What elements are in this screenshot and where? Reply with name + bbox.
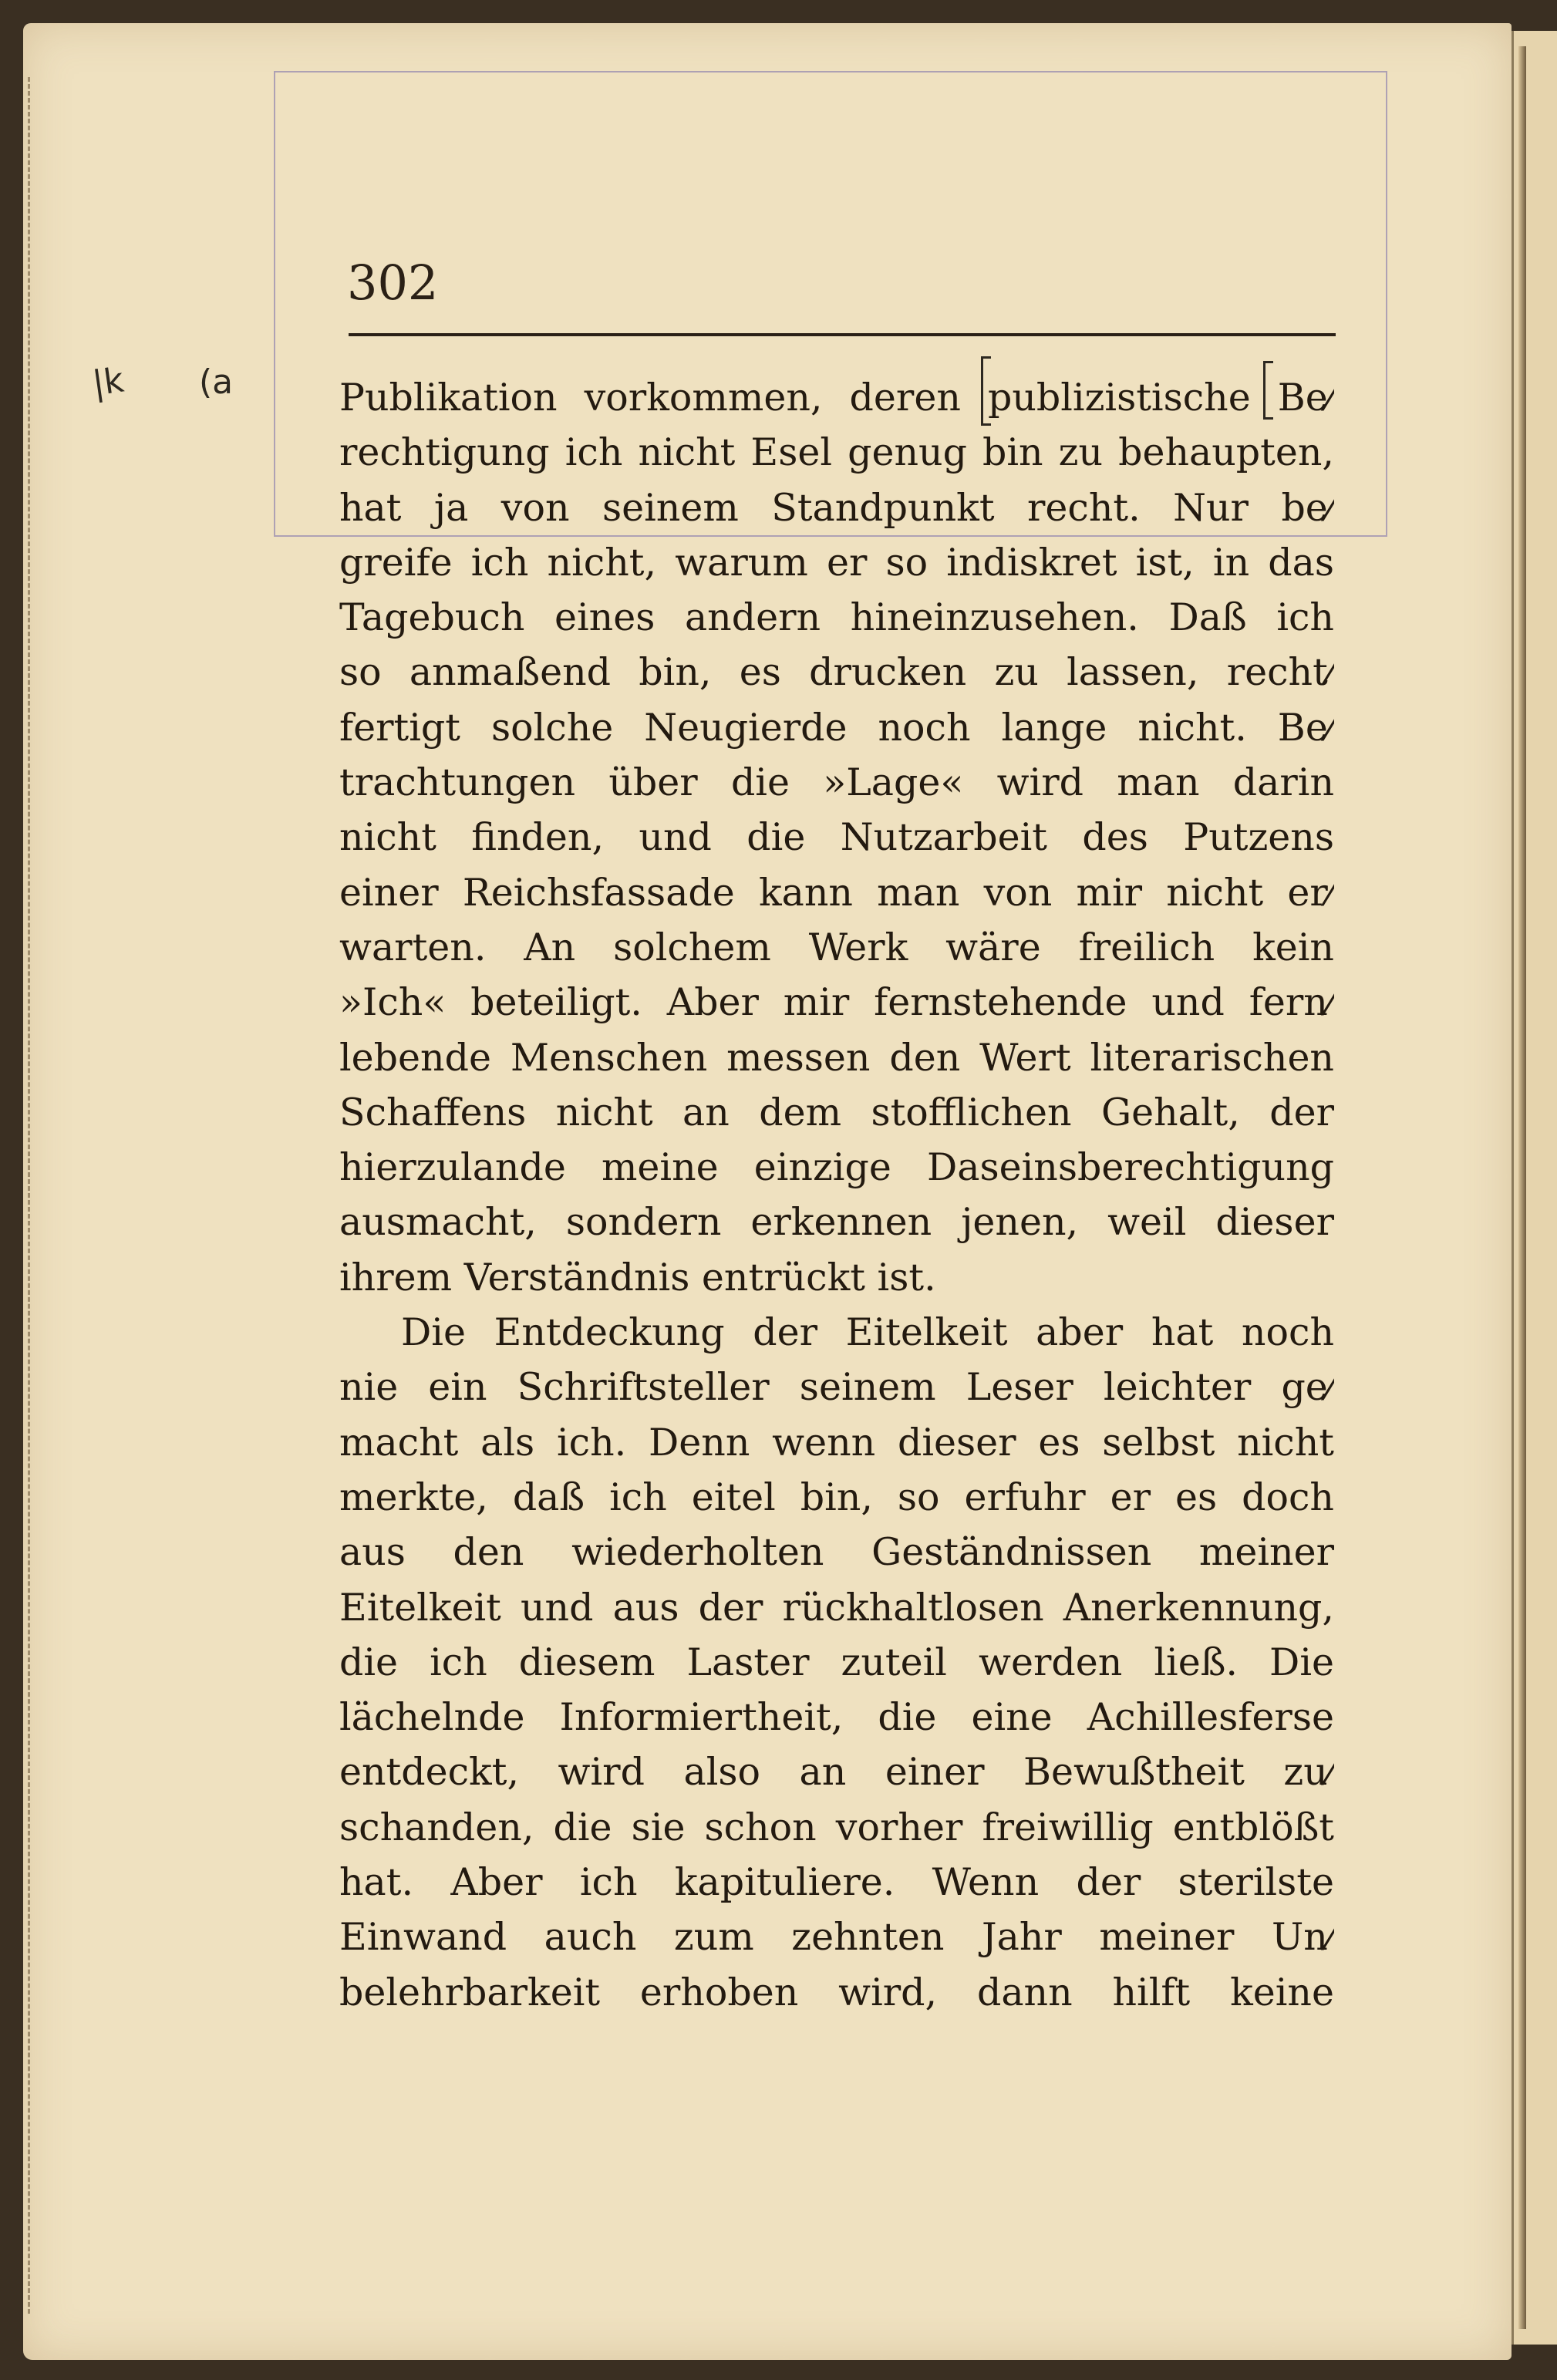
text-line: hat ja von seinem Standpunkt recht. Nur be⁄	[339, 485, 1334, 530]
text-line: entdeckt, wird also an einer Bewußtheit zu⁄	[339, 1750, 1334, 1795]
text-line: Publikation vorkommen, deren publizistische Be⁄	[339, 376, 1334, 420]
left-edge-marks	[28, 77, 35, 2314]
text-line: belehrbarkeit erhoben wird, dann hilft keine	[339, 1970, 1334, 2014]
text-line: hat. Aber ich kapituliere. Wenn der sterilste	[339, 1860, 1334, 1905]
text-line: »Ich« beteiligt. Aber mir fernstehende und fern⁄	[339, 980, 1334, 1025]
margin-mark-1: |k	[89, 360, 126, 404]
text-line: ihrem Verständnis entrückt ist.	[339, 1255, 936, 1300]
text-line: einer Reichsfassade kann man von mir nicht er⁄	[339, 870, 1334, 915]
text-line: rechtigung ich nicht Esel genug bin zu behaupten,	[339, 430, 1334, 475]
header-rule	[349, 333, 1336, 336]
page-number: 302	[347, 255, 439, 311]
text-line: lächelnde Informiertheit, die eine Achillesferse	[339, 1695, 1334, 1740]
text-line: aus den wiederholten Geständnissen meiner	[339, 1530, 1334, 1575]
text-line: warten. An solchem Werk wäre freilich kein	[339, 925, 1334, 969]
text-line: macht als ich. Denn wenn dieser es selbst nicht	[339, 1420, 1334, 1465]
text-line: so anmaßend bin, es drucken zu lassen, recht⁄	[339, 650, 1334, 695]
text-line: merkte, daß ich eitel bin, so erfuhr er es doch	[339, 1475, 1334, 1519]
body-text	[339, 370, 1334, 2020]
text-line: Einwand auch zum zehnten Jahr meiner Un⁄	[339, 1915, 1334, 1960]
text-line: greife ich nicht, warum er so indiskret ist, in das	[339, 540, 1334, 585]
text-line: schanden, die sie schon vorher freiwillig entblößt	[339, 1805, 1334, 1849]
text-line: fertigt solche Neugierde noch lange nicht. Be⁄	[339, 705, 1334, 750]
text-line: Die Entdeckung der Eitelkeit aber hat noch	[401, 1310, 1334, 1355]
text-line: nicht finden, und die Nutzarbeit des Putzens	[339, 815, 1334, 860]
text-line: Tagebuch eines andern hineinzusehen. Daß ich	[339, 595, 1334, 640]
text-line: hierzulande meine einzige Daseinsberechtigung	[339, 1145, 1334, 1190]
text-line: ausmacht, sondern erkennen jenen, weil dieser	[339, 1200, 1334, 1245]
text-line: die ich diesem Laster zuteil werden ließ. Die	[339, 1640, 1334, 1684]
text-line: lebende Menschen messen den Wert literarischen	[339, 1035, 1334, 1080]
binding-shadow	[1518, 46, 1526, 2329]
text-line: trachtungen über die »Lage« wird man darin	[339, 760, 1334, 805]
text-line: nie ein Schriftsteller seinem Leser leichter ge⁄	[339, 1365, 1334, 1410]
text-line: Schaffens nicht an dem stofflichen Gehalt, der	[339, 1090, 1334, 1134]
margin-mark-2: (a	[199, 362, 234, 402]
text-line: Eitelkeit und aus der rückhaltlosen Anerkennung,	[339, 1585, 1334, 1630]
